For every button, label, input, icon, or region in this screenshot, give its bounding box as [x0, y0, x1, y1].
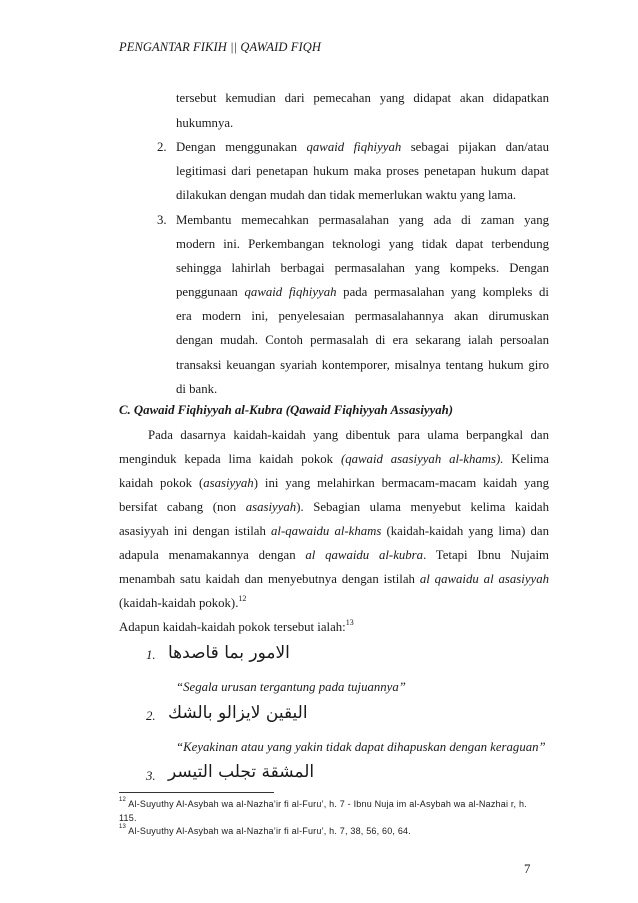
maxim-translation-2: “Keyakinan atau yang yakin tidak dapat dihapuskan dengan keraguan”: [176, 740, 546, 754]
list-item-number: 2.: [157, 140, 167, 154]
maxim-number: 3.: [146, 769, 156, 783]
list-item-2-line-2: legitimasi dari penetapan hukum maka proses penetapan hukum dapat: [176, 164, 549, 178]
maxim-translation-1: “Segala urusan tergantung pada tujuannya”: [176, 680, 406, 694]
paragraph-line-4: bersifat cabang (non asasiyyah). Sebagian ulama menyebut kelima kaidah: [119, 500, 549, 514]
list-item-3-line-4: penggunaan qawaid fiqhiyyah pada permasalahan yang kompleks di: [176, 285, 549, 299]
paragraph-line-5: asasiyyah ini dengan istilah al-qawaidu al-khams (kaidah-kaidah yang lima) dan: [119, 524, 549, 538]
list-item-2-line-3: dilakukan dengan mudah dan tidak memerlukan waktu yang lama.: [176, 188, 517, 202]
paragraph-line-3: kaidah pokok (asasiyyah) ini yang melahirkan bermacam-macam kaidah yang: [119, 476, 549, 490]
page-number: 7: [524, 862, 531, 876]
list-item-3-line-7: transaksi keuangan syariah kontemporer, misalnya tentang hukum giro: [176, 358, 549, 372]
paragraph-line-7: menambah satu kaidah dan menyebutnya dengan istilah al qawaidu al asasiyyah: [119, 572, 549, 586]
list-item-number: 3.: [157, 213, 167, 227]
paragraph-line-9: Adapun kaidah-kaidah pokok tersebut ialah:$^{13}$: [119, 617, 354, 634]
footnote-ref-13: 13: [345, 617, 354, 627]
maxim-number: 1.: [146, 648, 156, 662]
maxim-number: 2.: [146, 709, 156, 723]
list-item-3-line-6: dengan mudah. Contoh permasalah di era sekarang ialah persoalan: [176, 333, 549, 347]
list-item-3-line-5: era modern ini, penyelesaian permasalahannya akan dirumuskan: [176, 309, 549, 323]
footnote-12-line-1: $^{12}$ Al-Suyuthy Al-Asybah wa al-Nazha’ir fi al-Furu’, h. 7 - Ibnu Nuja im al-Asybah wa al-Nazhai r, h.: [119, 797, 527, 809]
list-item-3-line-8: di bank.: [176, 382, 218, 396]
maxim-arabic-3: المشقة تجلب التيسر: [168, 762, 315, 782]
list-item-2-line-1: Dengan menggunakan qawaid fiqhiyyah sebagai pijakan dan/atau: [176, 140, 549, 154]
paragraph-line-1: Pada dasarnya kaidah-kaidah yang dibentuk para ulama berpangkal dan: [148, 428, 549, 442]
list-continuation-line-2: hukumnya.: [176, 116, 234, 130]
footnote-12-line-2: 115.: [119, 813, 137, 823]
list-continuation-line-1: tersebut kemudian dari pemecahan yang didapat akan didapatkan: [176, 91, 549, 105]
footnote-ref-12: 12: [238, 593, 247, 603]
section-heading: C. Qawaid Fiqhiyyah al-Kubra (Qawaid Fiqhiyyah Assasiyyah): [119, 403, 454, 417]
list-item-3-line-1: Membantu memecahkan permasalahan yang ada di zaman yang: [176, 213, 549, 227]
list-item-3-line-2: modern ini. Perkembangan teknologi yang tidak dapat terbendung: [176, 237, 549, 251]
list-item-3-line-3: sehingga lahirlah berbagai permasalahan yang kompeks. Dengan: [176, 261, 549, 275]
paragraph-line-8: (kaidah-kaidah pokok).$^{12}$: [119, 593, 247, 610]
running-header: PENGANTAR FIKIH || QAWAID FIQH: [119, 40, 322, 54]
footnote-13: $^{13}$ Al-Suyuthy Al-Asybah wa al-Nazha’ir fi al-Furu’, h. 7, 38, 56, 60, 64.: [119, 824, 411, 836]
paragraph-line-2: menginduk kepada lima kaidah pokok (qawaid asasiyyah al-khams). Kelima: [119, 452, 549, 466]
maxim-arabic-2: اليقين لايزالو بالشك: [168, 703, 308, 723]
maxim-arabic-1: الامور بما قاصدها: [168, 643, 290, 663]
footnote-divider: [119, 792, 274, 793]
paragraph-line-6: adapula menamakannya dengan al qawaidu al-kubra. Tetapi Ibnu Nujaim: [119, 548, 549, 562]
